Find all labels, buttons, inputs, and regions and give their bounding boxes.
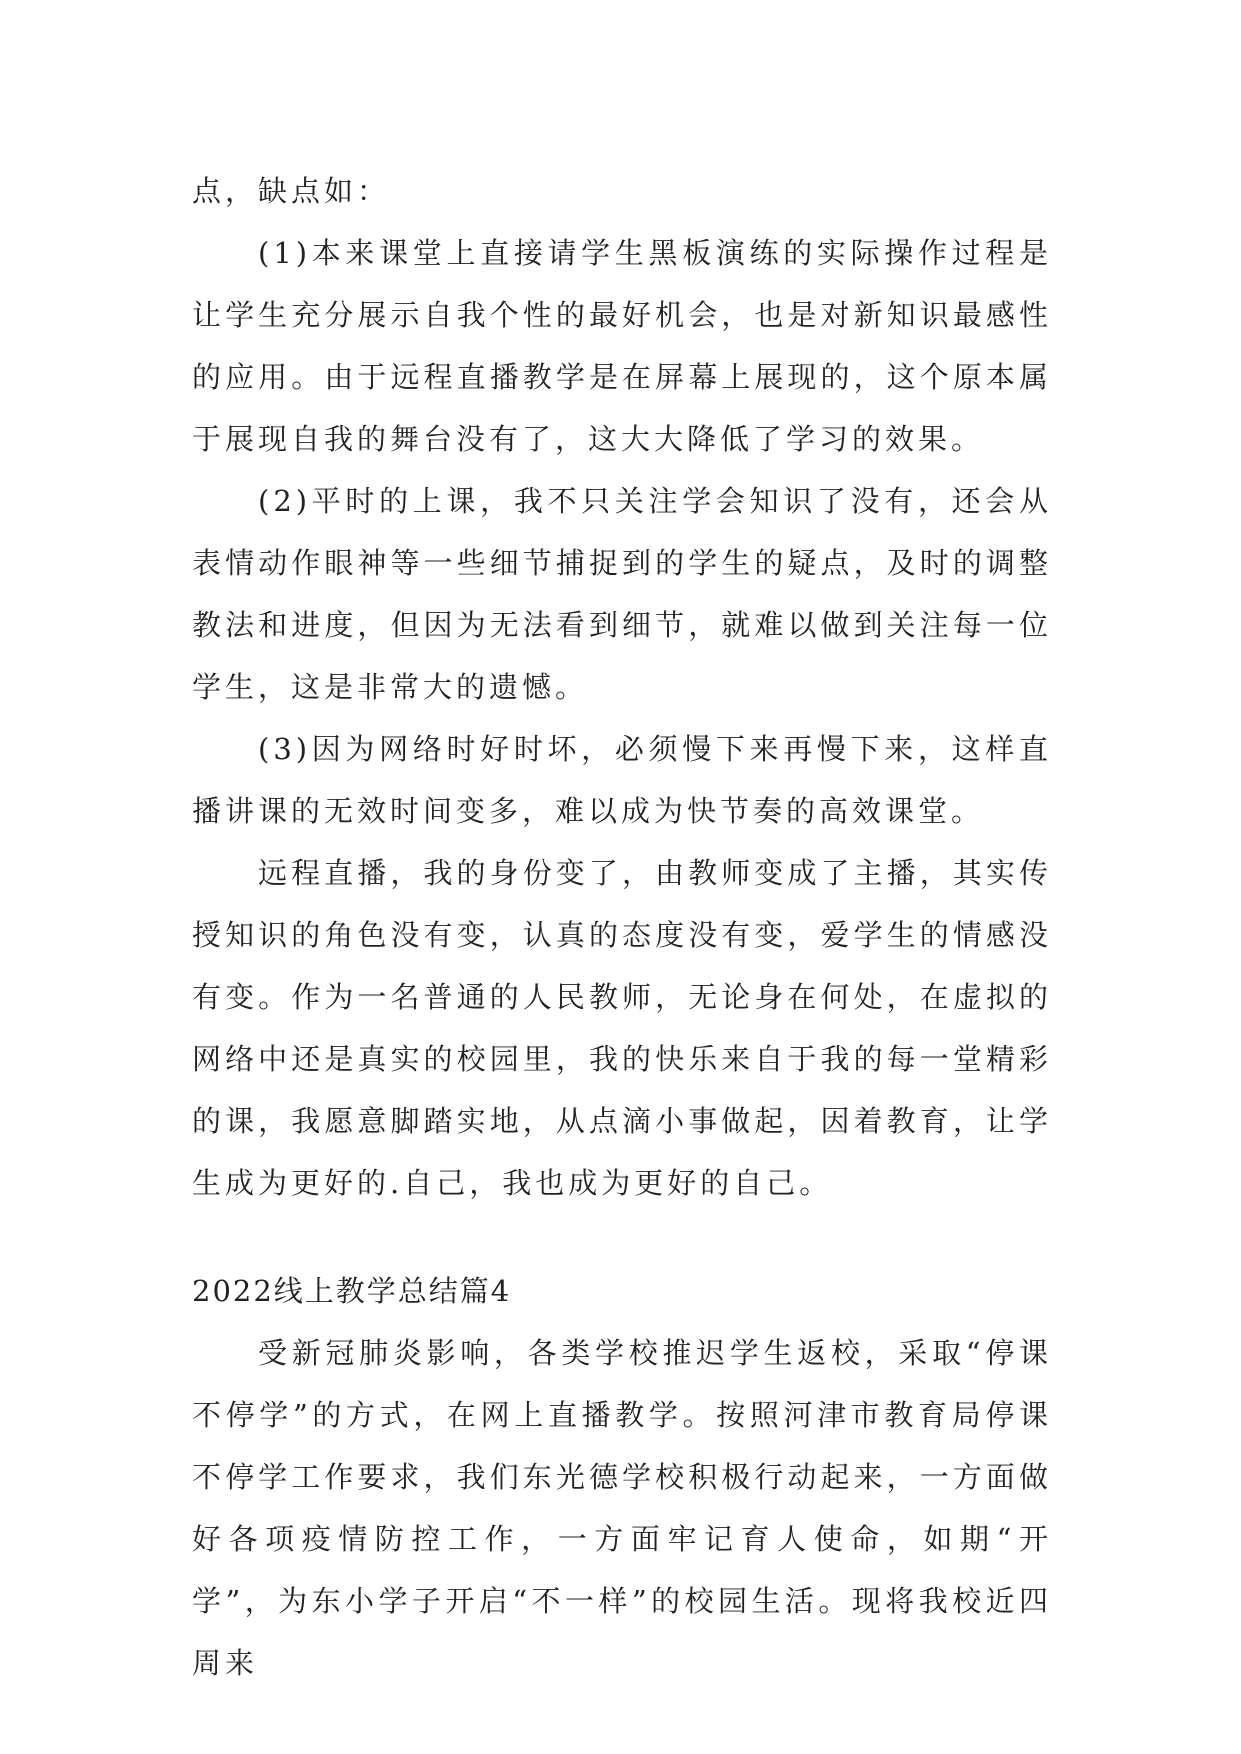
paragraph-conclusion: 远程直播，我的身份变了，由教师变成了主播，其实传授知识的角色没有变，认真的态度没有变，爱学生的情感没有变。作为一名普通的人民教师，无论身在何处，在虚拟的网络中还是真实的校园里，我的快乐来自于我的每一堂精彩的课，我愿意脚踏实地，从点滴小事做起，因着教育，让学生成为更好的.自己，我也成为更好的自己。 (192, 856, 1052, 1200)
paragraph-section-intro: 受新冠肺炎影响，各类学校推迟学生返校，采取“停课不停学”的方式，在网上直播教学。按照河津市教育局停课不停学工作要求，我们东光德学校积极行动起来，一方面做好各项疫情防控工作，一方面牢记育人使命，如期“开学”，为东小学子开启“不一样”的校园生活。现将我校近四周来 (192, 1336, 1052, 1680)
paragraph-point-3: (3)因为网络时好时坏，必须慢下来再慢下来，这样直播讲课的无效时间变多，难以成为快节奏的高效课堂。 (192, 732, 1052, 828)
paragraph-point-2: (2)平时的上课，我不只关注学会知识了没有，还会从表情动作眼神等一些细节捕捉到的学生的疑点，及时的调整教法和进度，但因为无法看到细节，就难以做到关注每一位学生，这是非常大的遗憾。 (192, 484, 1052, 704)
document-page (192, 160, 1052, 1694)
section-title: 2022线上教学总结篇4 (192, 1274, 512, 1308)
paragraph-point-1: (1)本来课堂上直接请学生黑板演练的实际操作过程是让学生充分展示自我个性的最好机会，也是对新知识最感性的应用。由于远程直播教学是在屏幕上展现的，这个原本属于展现自我的舞台没有了，这大大降低了学习的效果。 (192, 236, 1052, 456)
paragraph-continuation: 点，缺点如： (192, 174, 391, 208)
section-gap (192, 1214, 1052, 1260)
